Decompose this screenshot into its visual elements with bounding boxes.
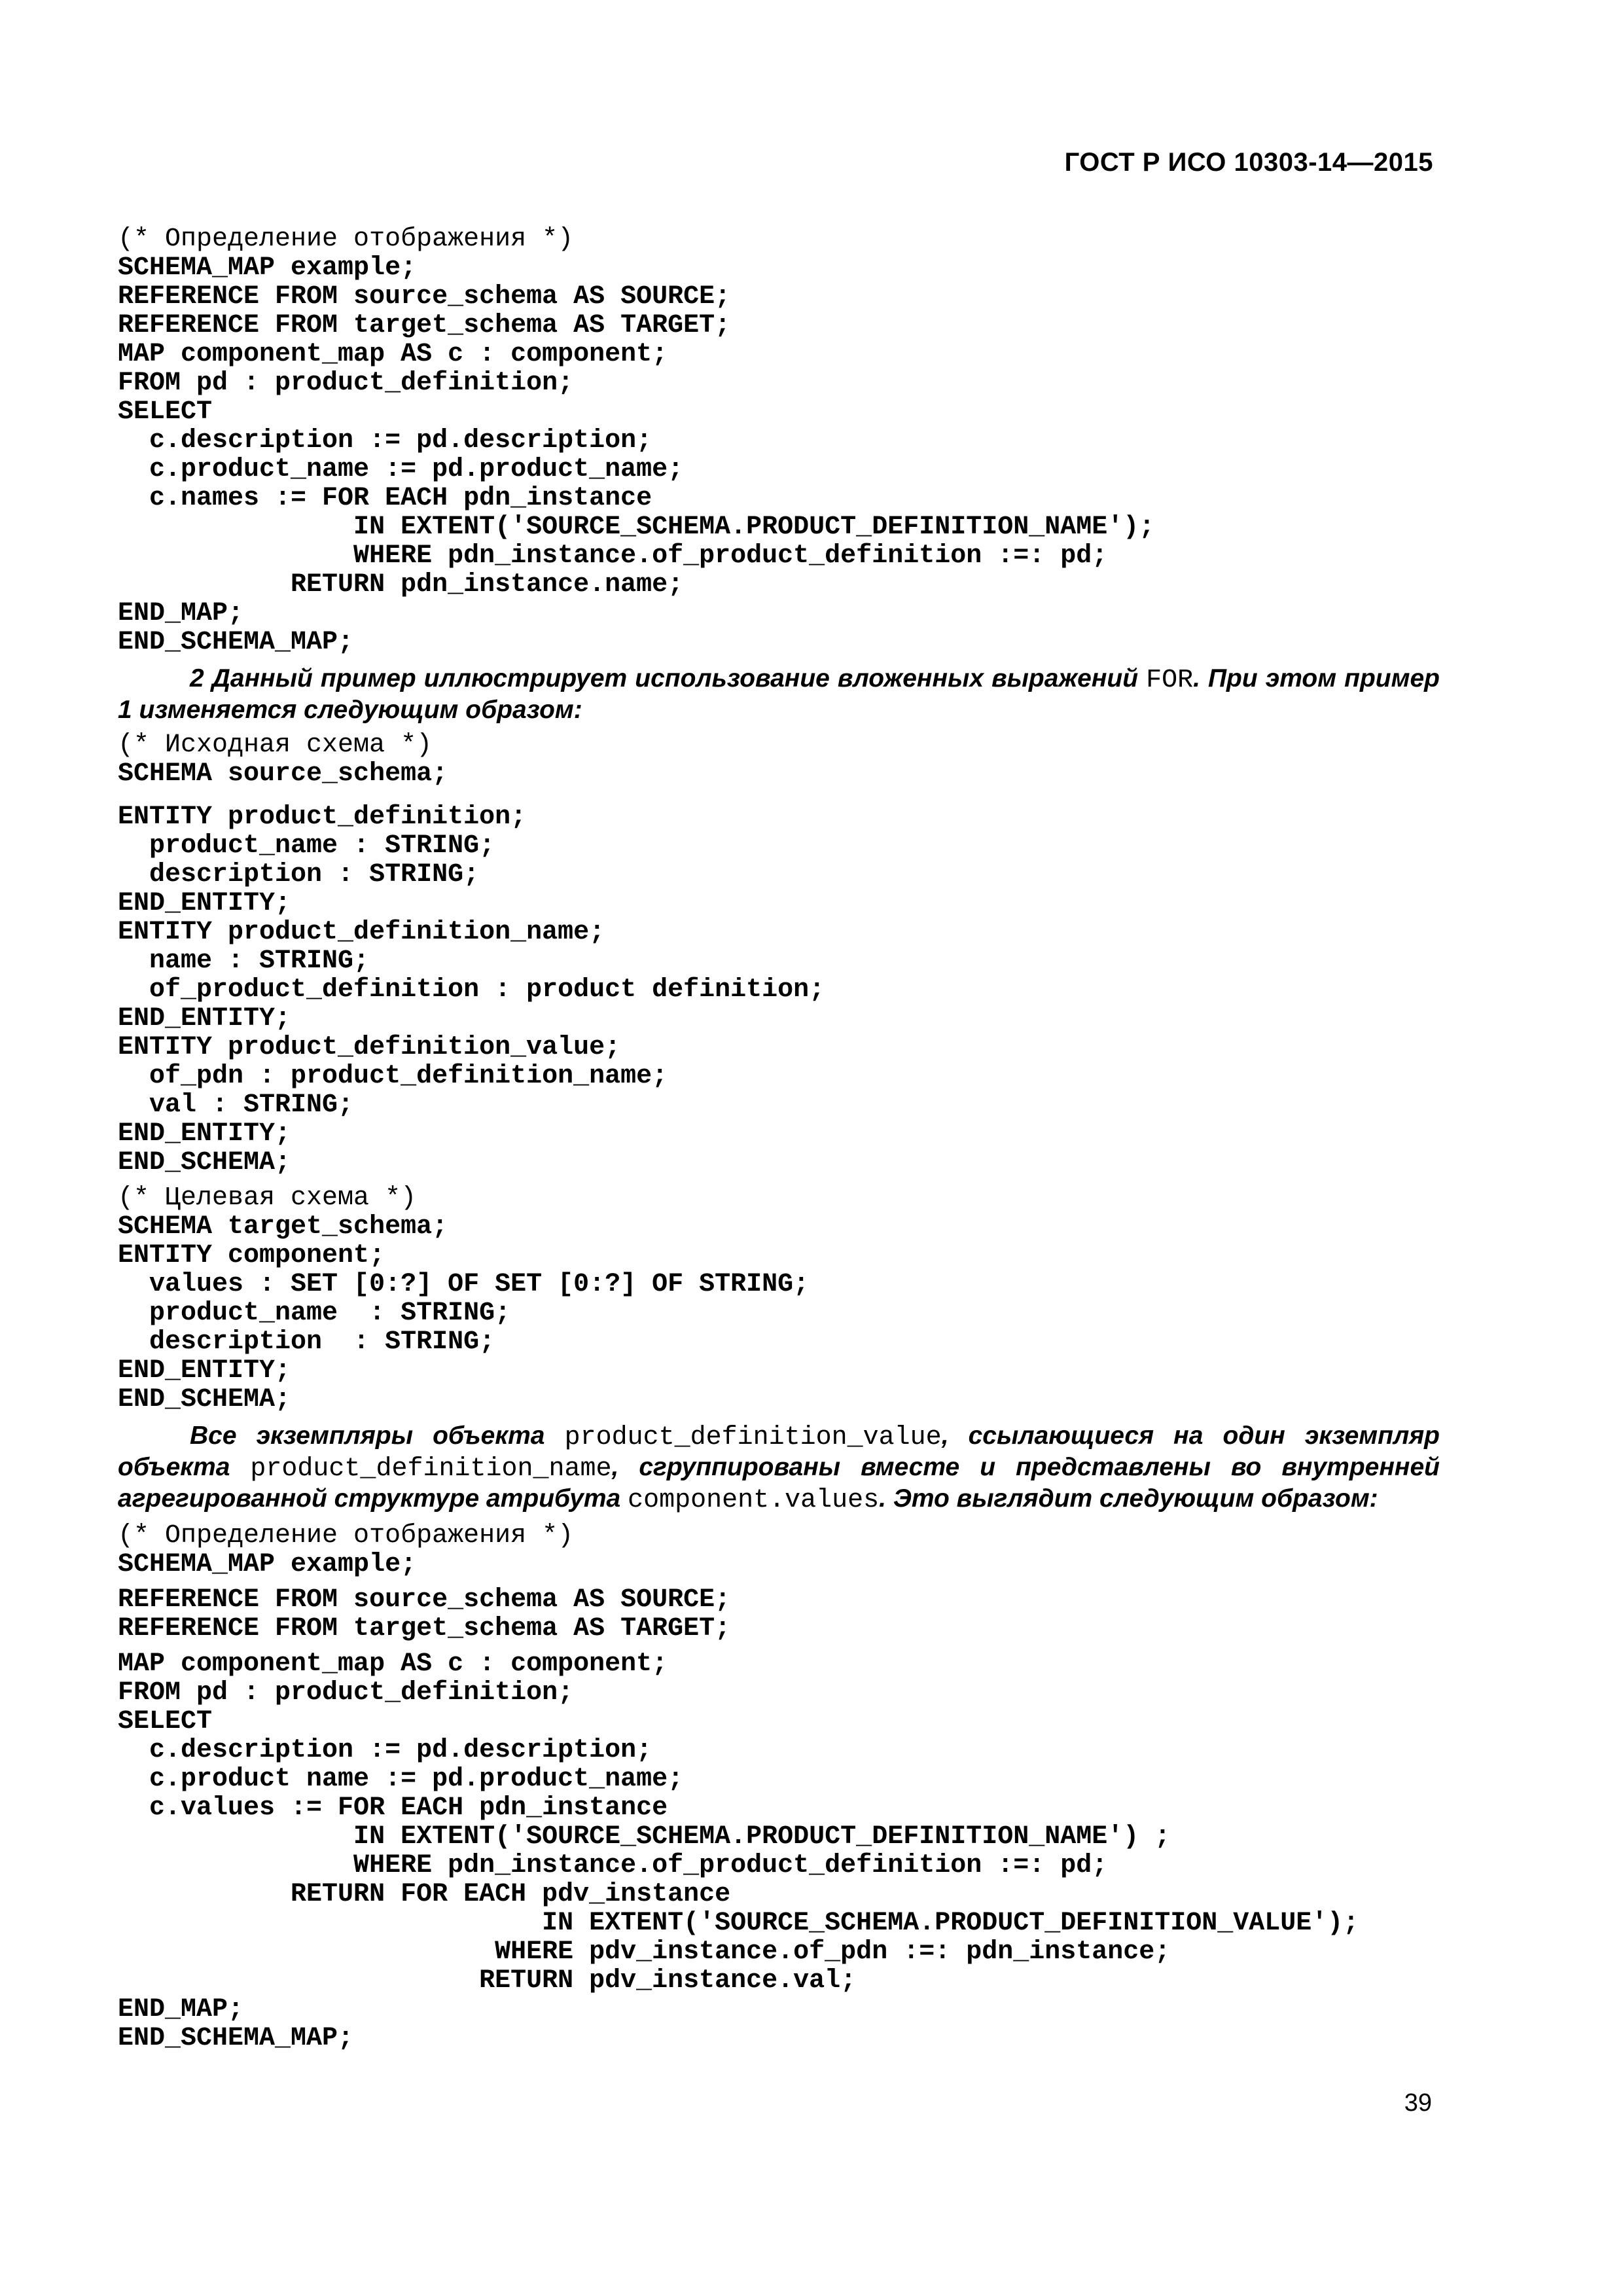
code-listing bbox=[118, 254, 1440, 657]
page-content bbox=[118, 225, 1440, 2053]
code-line: MAP component_map AS c : component; bbox=[118, 1649, 668, 1679]
code-line: END_ENTITY; bbox=[118, 1119, 291, 1149]
mapping-definition-1 bbox=[118, 225, 1440, 657]
code-line: c.product name := pd.product_name; bbox=[118, 1765, 684, 1794]
code-line: SELECT bbox=[118, 1707, 213, 1736]
code-line: FROM pd : product_definition; bbox=[118, 1678, 574, 1708]
code-line: ENTITY product_definition_value; bbox=[118, 1033, 621, 1062]
page-number: 39 bbox=[1404, 2089, 1432, 2117]
code-comment: (* Определение отображения *) bbox=[118, 224, 574, 254]
code-comment: (* Определение отображения *) bbox=[118, 1521, 574, 1551]
code-line: ENTITY product_definition_name; bbox=[118, 918, 605, 947]
code-line: val : STRING; bbox=[118, 1090, 354, 1120]
code-line: REFERENCE FROM source_schema AS SOURCE; bbox=[118, 1585, 731, 1615]
code-comment: (* Целевая схема *) bbox=[118, 1183, 417, 1213]
code-line: IN EXTENT('SOURCE_SCHEMA.PRODUCT_DEFINITION_NAME'); bbox=[118, 512, 1155, 542]
code-line: SCHEMA_MAP example; bbox=[118, 253, 417, 283]
example-2-intro: 2 Данный пример иллюстрирует использование вложенных выражений FOR. При этом пример 1 изменяется следующим образом: bbox=[118, 664, 1440, 724]
code-line: WHERE pdn_instance.of_product_definition :=: pd; bbox=[118, 1851, 1108, 1880]
code-line: product_name : STRING; bbox=[118, 1299, 511, 1328]
code-line: END_SCHEMA; bbox=[118, 1148, 291, 1177]
code-line: IN EXTENT('SOURCE_SCHEMA.PRODUCT_DEFINITION_VALUE'); bbox=[118, 1909, 1359, 1938]
code-line: values : SET [0:?] OF SET [0:?] OF STRING; bbox=[118, 1270, 810, 1299]
mapping-definition-2 bbox=[118, 1522, 1440, 2053]
code-line: REFERENCE FROM source_schema AS SOURCE; bbox=[118, 282, 731, 312]
standard-designation: ГОСТ Р ИСО 10303-14—2015 bbox=[1064, 148, 1433, 177]
target-schema-block bbox=[118, 1184, 1440, 1414]
code-line: SELECT bbox=[118, 397, 213, 427]
code-listing bbox=[118, 803, 1440, 1177]
code-line: END_ENTITY; bbox=[118, 1356, 291, 1386]
code-line: c.product_name := pd.product_name; bbox=[118, 455, 684, 484]
code-line: IN EXTENT('SOURCE_SCHEMA.PRODUCT_DEFINITION_NAME') ; bbox=[118, 1822, 1171, 1852]
code-line: product_name : STRING; bbox=[118, 831, 495, 861]
code-line: RETURN pdv_instance.val; bbox=[118, 1966, 857, 1996]
code-listing bbox=[118, 1650, 1440, 2053]
code-line: END_SCHEMA_MAP; bbox=[118, 2024, 354, 2053]
code-line: END_MAP; bbox=[118, 1995, 244, 2024]
source-schema-block bbox=[118, 731, 1440, 1177]
code-line: END_ENTITY; bbox=[118, 889, 291, 918]
code-listing bbox=[118, 1213, 1440, 1414]
code-listing bbox=[118, 1586, 1440, 1643]
code-line: RETURN pdn_instance.name; bbox=[118, 570, 684, 600]
code-line: END_MAP; bbox=[118, 599, 244, 628]
code-line: ENTITY component; bbox=[118, 1241, 385, 1270]
code-comment: (* Исходная схема *) bbox=[118, 730, 433, 760]
code-line: ENTITY product_definition; bbox=[118, 802, 527, 832]
code-line: c.description := pd.description; bbox=[118, 1736, 652, 1765]
code-line: c.description := pd.description; bbox=[118, 426, 652, 456]
code-line: name : STRING; bbox=[118, 946, 370, 976]
code-line: END_SCHEMA_MAP; bbox=[118, 628, 354, 657]
code-line: MAP component_map AS c : component; bbox=[118, 340, 668, 369]
code-line: FROM pd : product_definition; bbox=[118, 368, 574, 398]
code-line: c.values := FOR EACH pdn_instance bbox=[118, 1793, 668, 1823]
code-line: SCHEMA target_schema; bbox=[118, 1212, 448, 1242]
code-line: RETURN FOR EACH pdv_instance bbox=[118, 1880, 731, 1909]
code-line: WHERE pdv_instance.of_pdn :=: pdn_instance; bbox=[118, 1937, 1171, 1967]
code-line: of_pdn : product_definition_name; bbox=[118, 1062, 668, 1091]
code-line: REFERENCE FROM target_schema AS TARGET; bbox=[118, 311, 731, 340]
code-line: END_SCHEMA; bbox=[118, 1385, 291, 1414]
inline-keyword: FOR bbox=[1146, 666, 1194, 695]
code-line: REFERENCE FROM target_schema AS TARGET; bbox=[118, 1614, 731, 1643]
code-line: of_product_definition : product definition; bbox=[118, 975, 825, 1005]
code-line: SCHEMA source_schema; bbox=[118, 759, 448, 789]
code-line: END_ENTITY; bbox=[118, 1004, 291, 1033]
code-line: WHERE pdn_instance.of_product_definition :=: pd; bbox=[118, 541, 1108, 571]
grouping-explanation: Все экземпляры объекта product_definition_value, ссылающиеся на один экземпляр объекта product_definition_name, сгруппированы вместе и представлены во внутренней агрегированной структуре атрибута component.values. Это выглядит следующим образом: bbox=[118, 1422, 1440, 1515]
code-line: description : STRING; bbox=[118, 1327, 495, 1357]
code-line: description : STRING; bbox=[118, 860, 480, 889]
code-line: c.names := FOR EACH pdn_instance bbox=[118, 484, 652, 513]
code-line: SCHEMA_MAP example; bbox=[118, 1550, 417, 1579]
